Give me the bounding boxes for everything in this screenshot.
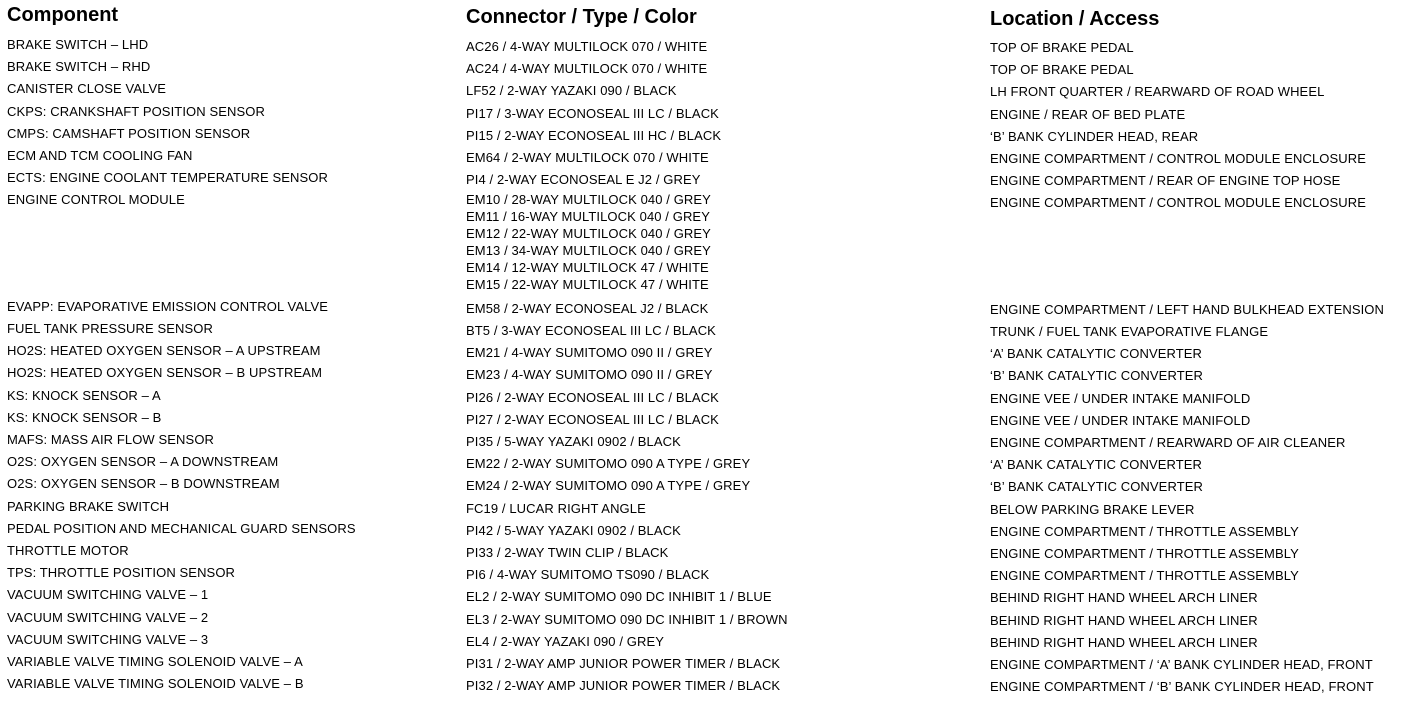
location-cell: ENGINE COMPARTMENT / REARWARD OF AIR CLEANER (990, 435, 1346, 451)
location-cell: ENGINE VEE / UNDER INTAKE MANIFOLD (990, 412, 1251, 428)
connector-cell: PI6 / 4-WAY SUMITOMO TS090 / BLACK (466, 567, 710, 583)
component-cell: BRAKE SWITCH – LHD (7, 37, 149, 52)
location-cell: ENGINE COMPARTMENT / THROTTLE ASSEMBLY (990, 523, 1299, 539)
component-cell: HO2S: HEATED OXYGEN SENSOR – B UPSTREAM (7, 365, 323, 381)
location-cell: LH FRONT QUARTER / REARWARD OF ROAD WHEEL (990, 84, 1325, 100)
component-cell: BRAKE SWITCH – RHD (7, 59, 151, 75)
connector-cell: AC24 / 4-WAY MULTILOCK 070 / WHITE (466, 61, 708, 77)
connector-cell: PI35 / 5-WAY YAZAKI 0902 / BLACK (466, 434, 681, 450)
location-cell: ENGINE COMPARTMENT / THROTTLE ASSEMBLY (990, 545, 1299, 561)
component-cell: FUEL TANK PRESSURE SENSOR (7, 321, 213, 337)
connector-cell: EM21 / 4-WAY SUMITOMO 090 II / GREY (466, 345, 713, 361)
location-cell: BEHIND RIGHT HAND WHEEL ARCH LINER (990, 634, 1258, 650)
connector-cell: EL2 / 2-WAY SUMITOMO 090 DC INHIBIT 1 / BLUE (466, 589, 772, 605)
component-cell: VACUUM SWITCHING VALVE – 1 (7, 587, 209, 603)
component-cell: KS: KNOCK SENSOR – B (7, 409, 162, 425)
location-cell: ENGINE COMPARTMENT / ‘B’ BANK CYLINDER HEAD, FRONT (990, 679, 1374, 695)
connector-cell: PI32 / 2-WAY AMP JUNIOR POWER TIMER / BLACK (466, 678, 781, 694)
component-cell: VACUUM SWITCHING VALVE – 3 (7, 631, 209, 647)
connector-cell (466, 192, 788, 299)
connector-cell: PI42 / 5-WAY YAZAKI 0902 / BLACK (466, 522, 681, 538)
connector-cell: PI4 / 2-WAY ECONOSEAL E J2 / GREY (466, 172, 701, 188)
location-header: Location / Access (990, 8, 1160, 30)
location-cell: BELOW PARKING BRAKE LEVER (990, 501, 1195, 517)
connector-cell: EM24 / 2-WAY SUMITOMO 090 A TYPE / GREY (466, 478, 751, 494)
location-cell: ‘A’ BANK CATALYTIC CONVERTER (990, 346, 1203, 362)
component-cell: O2S: OXYGEN SENSOR – B DOWNSTREAM (7, 476, 280, 492)
connector-cell: EM58 / 2-WAY ECONOSEAL J2 / BLACK (466, 300, 709, 316)
location-cell: ENGINE VEE / UNDER INTAKE MANIFOLD (990, 390, 1251, 406)
connector-cell: EM64 / 2-WAY MULTILOCK 070 / WHITE (466, 149, 709, 165)
connector-cell: EM23 / 4-WAY SUMITOMO 090 II / GREY (466, 367, 713, 383)
connector-cell: EM22 / 2-WAY SUMITOMO 090 A TYPE / GREY (466, 456, 751, 472)
component-cell: VACUUM SWITCHING VALVE – 2 (7, 609, 209, 625)
connector-cell: PI33 / 2-WAY TWIN CLIP / BLACK (466, 544, 669, 560)
component-list (7, 35, 356, 696)
location-cell: BEHIND RIGHT HAND WHEEL ARCH LINER (990, 612, 1258, 628)
component-cell: VARIABLE VALVE TIMING SOLENOID VALVE – B (7, 676, 304, 692)
connector-cell: EL3 / 2-WAY SUMITOMO 090 DC INHIBIT 1 / BROWN (466, 611, 788, 627)
location-cell: ‘B’ BANK CATALYTIC CONVERTER (990, 368, 1204, 384)
location-cell: ENGINE COMPARTMENT / REAR OF ENGINE TOP HOSE (990, 173, 1341, 189)
connector-list (466, 37, 788, 698)
location-cell: ENGINE COMPARTMENT / CONTROL MODULE ENCLOSURE (990, 150, 1367, 166)
connector-line: EM10 / 28-WAY MULTILOCK 040 / GREY (466, 192, 711, 208)
location-cell: TRUNK / FUEL TANK EVAPORATIVE FLANGE (990, 324, 1269, 340)
location-cell: ‘A’ BANK CATALYTIC CONVERTER (990, 457, 1203, 473)
connector-cell: FC19 / LUCAR RIGHT ANGLE (466, 500, 646, 516)
connector-cell: PI26 / 2-WAY ECONOSEAL III LC / BLACK (466, 389, 719, 405)
connector-cell: PI31 / 2-WAY AMP JUNIOR POWER TIMER / BLACK (466, 655, 781, 671)
connector-line: EM13 / 34-WAY MULTILOCK 040 / GREY (466, 242, 711, 258)
connector-line: EM14 / 12-WAY MULTILOCK 47 / WHITE (466, 259, 709, 275)
component-cell: CKPS: CRANKSHAFT POSITION SENSOR (7, 103, 265, 119)
component-cell: THROTTLE MOTOR (7, 542, 129, 558)
component-cell: KS: KNOCK SENSOR – A (7, 387, 161, 403)
location-cell: BEHIND RIGHT HAND WHEEL ARCH LINER (990, 590, 1258, 606)
location-list (990, 38, 1384, 699)
connector-cell: LF52 / 2-WAY YAZAKI 090 / BLACK (466, 83, 677, 99)
connector-cell: PI17 / 3-WAY ECONOSEAL III LC / BLACK (466, 105, 719, 121)
component-cell: TPS: THROTTLE POSITION SENSOR (7, 565, 236, 581)
component-cell: MAFS: MASS AIR FLOW SENSOR (7, 432, 215, 448)
location-cell: TOP OF BRAKE PEDAL (990, 62, 1134, 78)
location-cell: ENGINE COMPARTMENT / ‘A’ BANK CYLINDER HEAD, FRONT (990, 656, 1373, 672)
connector-header: Connector / Type / Color (466, 6, 697, 28)
component-header: Component (7, 4, 119, 26)
component-cell: CMPS: CAMSHAFT POSITION SENSOR (7, 125, 251, 141)
connector-line: EM12 / 22-WAY MULTILOCK 040 / GREY (466, 226, 711, 242)
location-cell: ENGINE COMPARTMENT / CONTROL MODULE ENCLOSURE (990, 195, 1367, 211)
component-cell: O2S: OXYGEN SENSOR – A DOWNSTREAM (7, 454, 279, 470)
connector-cell: AC26 / 4-WAY MULTILOCK 070 / WHITE (466, 39, 708, 54)
connector-line: EM15 / 22-WAY MULTILOCK 47 / WHITE (466, 276, 709, 292)
component-cell: CANISTER CLOSE VALVE (7, 81, 167, 97)
location-cell: ENGINE COMPARTMENT / LEFT HAND BULKHEAD EXTENSION (990, 301, 1385, 317)
connector-cell: PI15 / 2-WAY ECONOSEAL III HC / BLACK (466, 127, 722, 143)
location-cell: TOP OF BRAKE PEDAL (990, 40, 1134, 55)
location-cell: ENGINE / REAR OF BED PLATE (990, 106, 1186, 122)
connector-cell: PI27 / 2-WAY ECONOSEAL III LC / BLACK (466, 411, 719, 427)
component-cell: VARIABLE VALVE TIMING SOLENOID VALVE – A (7, 653, 303, 669)
location-cell: ‘B’ BANK CYLINDER HEAD, REAR (990, 128, 1199, 144)
component-cell: EVAPP: EVAPORATIVE EMISSION CONTROL VALVE (7, 298, 328, 314)
component-cell: HO2S: HEATED OXYGEN SENSOR – A UPSTREAM (7, 343, 321, 359)
component-cell: PARKING BRAKE SWITCH (7, 498, 170, 514)
connector-cell: BT5 / 3-WAY ECONOSEAL III LC / BLACK (466, 323, 716, 339)
component-cell: ECTS: ENGINE COOLANT TEMPERATURE SENSOR (7, 170, 329, 186)
component-cell: ECM AND TCM COOLING FAN (7, 147, 193, 163)
component-cell: ENGINE CONTROL MODULE (7, 192, 185, 208)
connector-cell: EL4 / 2-WAY YAZAKI 090 / GREY (466, 633, 664, 649)
connector-line: EM11 / 16-WAY MULTILOCK 040 / GREY (466, 209, 710, 225)
location-cell: ‘B’ BANK CATALYTIC CONVERTER (990, 479, 1204, 495)
location-cell: ENGINE COMPARTMENT / THROTTLE ASSEMBLY (990, 568, 1299, 584)
component-cell: PEDAL POSITION AND MECHANICAL GUARD SENSORS (7, 520, 356, 536)
